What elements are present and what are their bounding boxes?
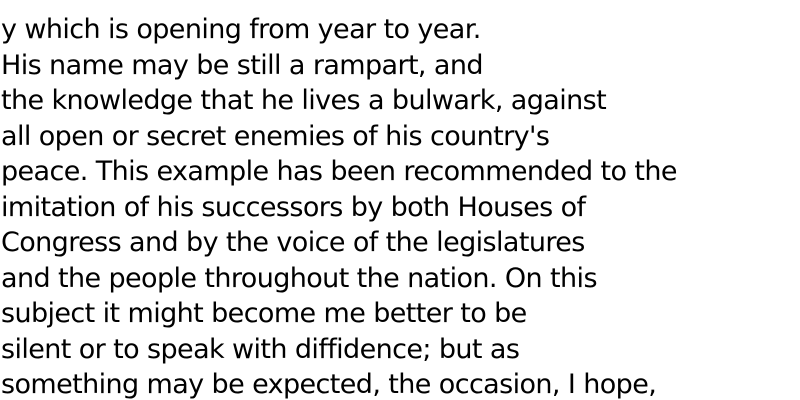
text-passage [1, 12, 677, 400]
text-line: subject it might become me better to be [1, 298, 527, 329]
text-line: imitation of his successors by both Houses of [1, 191, 586, 223]
text-line: Congress and by the voice of the legislatures [1, 227, 585, 258]
text-line: y which is opening from year to year. [1, 14, 481, 45]
text-line: the knowledge that he lives a bulwark, against [1, 85, 607, 116]
text-line: silent or to speak with diffidence; but as [1, 333, 520, 365]
text-line: something may be expected, the occasion, I hope, [1, 369, 657, 400]
text-line: peace. This example has been recommended to the [1, 156, 677, 187]
text-line: His name may be still a rampart, and [1, 49, 483, 81]
text-line: and the people throughout the nation. On this [1, 262, 597, 294]
text-line: all open or secret enemies of his country's [1, 120, 550, 152]
